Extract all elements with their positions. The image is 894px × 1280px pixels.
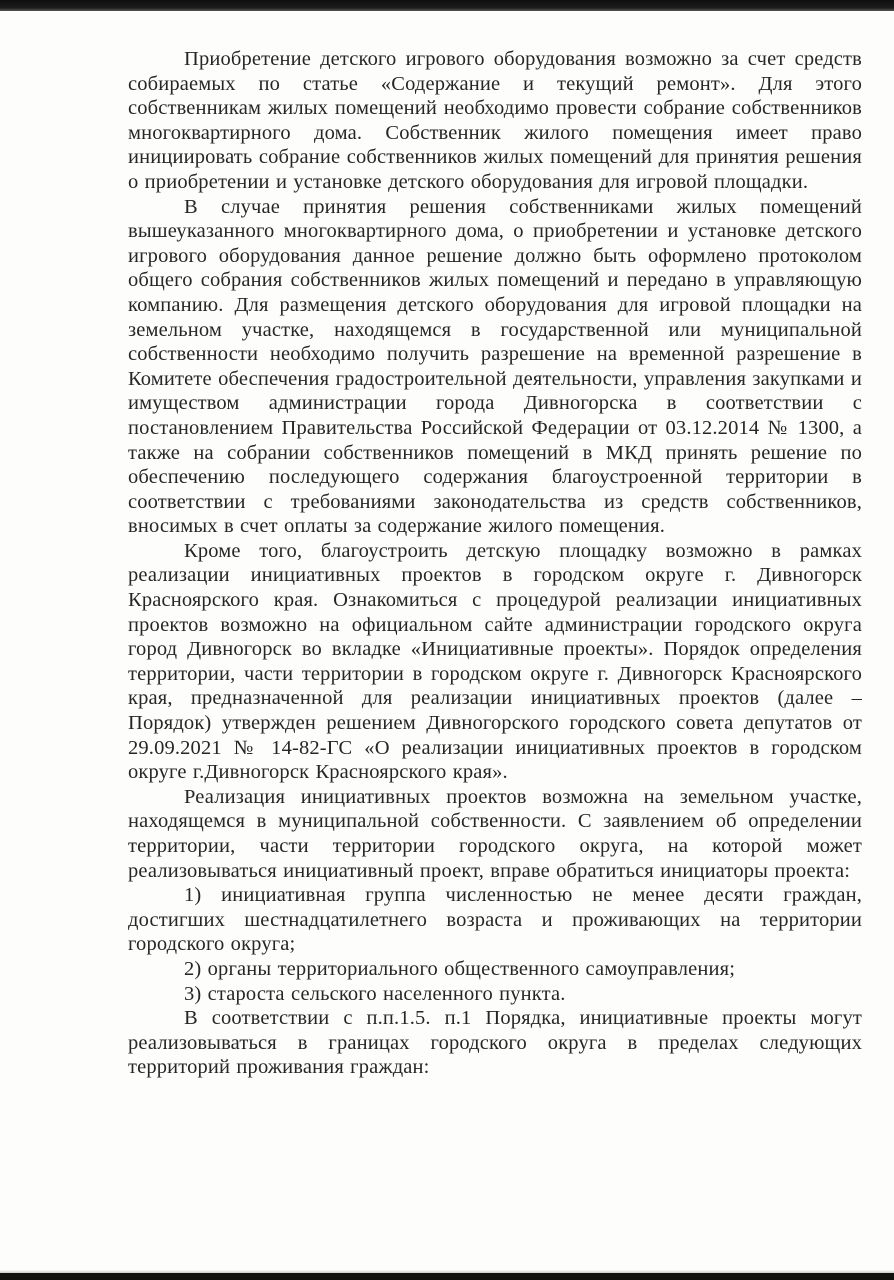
paragraph-order-compliance: В соответствии с п.п.1.5. п.1 Порядка, инициативные проекты могут реализовываться в границах городского округа в пределах следующих территорий проживания граждан: (128, 1007, 862, 1079)
paragraph-realization-land: Реализация инициативных проектов возможна на земельном участке, находящемся в муниципальной собственности. С заявлением об определении территории, части территории городского округа, на которой может реализовываться инициативный проект, вправе обратиться инициаторы проекта: (128, 785, 862, 882)
document-page-text (128, 47, 862, 1080)
paragraph-initiative-projects: Кроме того, благоустроить детскую площадку возможно в рамках реализации инициативных проектов в городском округе г. Дивногорск Красноярского края. Ознакомиться с процедурой реализации инициативных проектов возможно на официальном сайте администрации городского округа город Дивногорск во вкладке «Инициативные проекты». Порядок определения территории, части территории в городском округе г. Дивногорск Красноярского края, предназначенной для реализации инициативных проектов (далее – Порядок) утвержден решением Дивногорского городского совета депутатов от 29.09.2021 № 14-82-ГС «О реализации инициативных проектов в городском округе г.Дивногорск Красноярского края». (128, 539, 862, 784)
scan-bottom-edge (0, 1273, 894, 1280)
list-item-territorial-bodies: 2) органы территориального общественного самоуправления; (184, 957, 736, 980)
list-item-initiative-group: 1) инициативная группа численностью не менее десяти граждан, достигших шестнадцатилетнего возраста и проживающих на территории городского округа; (128, 884, 862, 956)
list-item-village-elder: 3) староста сельского населенного пункта. (184, 982, 566, 1005)
paragraph-decision-procedure: В случае принятия решения собственниками жилых помещений вышеуказанного многоквартирного дома, о приобретении и установке детского игрового оборудования данное решение должно быть оформлено протоколом общего собрания собственников жилых помещений и передано в управляющую компанию. Для размещения детского оборудования для игровой площадки на земельном участке, находящемся в государственной или муниципальной собственности необходимо получить разрешение на временной разрешение в Комитете обеспечения градостроительной деятельности, управления закупками и имуществом администрации города Дивногорска в соответствии с постановлением Правительства Российской Федерации от 03.12.2014 № 1300, а также на собрании собственников помещений в МКД принять решение по обеспечению последующего содержания благоустроенной территории в соответствии с требованиями законодательства из средств собственников, вносимых в счет оплаты за содержание жилого помещения. (128, 195, 862, 538)
paragraph-acquisition-funding: Приобретение детского игрового оборудования возможно за счет средств собираемых по статье «Содержание и текущий ремонт». Для этого собственникам жилых помещений необходимо провести собрание собственников многоквартирного дома. Собственник жилого помещения имеет право инициировать собрание собственников жилых помещений для принятия решения о приобретении и установке детского оборудования для игровой площадки. (128, 48, 862, 193)
scan-top-edge (0, 0, 894, 11)
